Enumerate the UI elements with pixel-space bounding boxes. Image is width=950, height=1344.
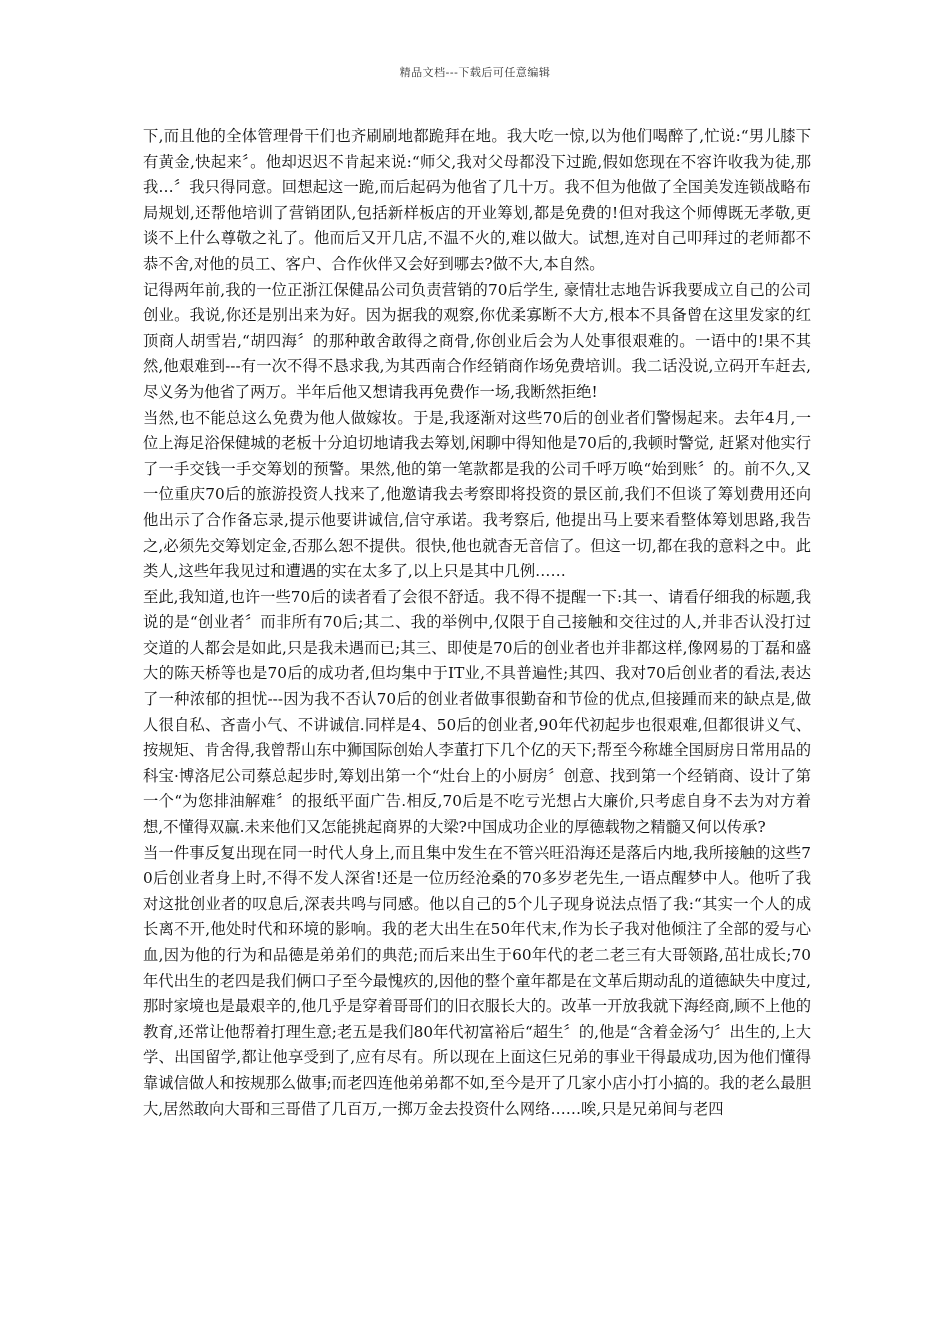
page-header: 精品文档---下载后可任意编辑 bbox=[399, 66, 551, 79]
document-body bbox=[143, 124, 811, 1122]
paragraph-2: 记得两年前,我的一位正浙江保健品公司负责营销的70后学生, 豪情壮志地告诉我要成立自己的公司创业。我说,你还是别出来为好。因为据我的观察,你优柔寡断不大方,根本不具备曾在这里发家的红顶商人胡雪岩,“胡四海〞的那种敢舍敢得之商骨,你创业后会为人处事很艰难的。一语中的!果不其然,他艰难到---有一次不得不恳求我,为其西南合作经销商作场免费培训。我二话没说,立码开车赶去,尽义务为他省了两万。半年后他又想请我再免费作一场,我断然拒绝! bbox=[143, 280, 811, 401]
paragraph-1: 下,而且他的全体管理骨干们也齐刷刷地都跪拜在地。我大吃一惊,以为他们喝醉了,忙说:“男儿膝下有黄金,快起来〞。他却迟迟不肯起来说:“师父,我对父母都没下过跪,假如您现在不容许收我为徒,那我…〞我只得同意。回想起这一跪,而后起码为他省了几十万。我不但为他做了全国美发连锁战略布局规划,还帮他培训了营销团队,包括新样板店的开业筹划,都是免费的!但对我这个师傅既无孝敬,更谈不上什么尊敬之礼了。他而后又开几店,不温不火的,难以做大。试想,连对自己叩拜过的老师都不恭不舍,对他的员工、客户、合作伙伴又会好到哪去?做不大,本自然。 bbox=[143, 127, 811, 273]
paragraph-3: 当然,也不能总这么免费为他人做嫁妆。于是,我逐渐对这些70后的创业者们警惕起来。去年4月,一位上海足浴保健城的老板十分迫切地请我去筹划,闲聊中得知他是70后的,我顿时警觉, 赶紧对他实行了一手交钱一手交筹划的预警。果然,他的第一笔款都是我的公司千呼万唤“始到账〞的。前不久,又一位重庆70后的旅游投资人找来了,他邀请我去考察即将投资的景区前,我们不但谈了筹划费用还向他出示了合作备忘录,提示他要讲诚信,信守承诺。我考察后, 他提出马上要来看整体筹划思路,我告之,必须先交筹划定金,否那么恕不提供。很快,他也就杳无音信了。但这一切,都在我的意料之中。此类人,这些年我见过和遭遇的实在太多了,以上只是其中几例…… bbox=[143, 408, 811, 581]
paragraph-4: 至此,我知道,也许一些70后的读者看了会很不舒适。我不得不提醒一下:其一、请看仔细我的标题,我说的是“创业者〞而非所有70后;其二、我的举例中,仅限于自己接触和交往过的人,并非否认没打过交道的人都会是如此,只是我未遇而已;其三、即使是70后的创业者也并非都这样,像网易的丁磊和盛大的陈天桥等也是70后的成功者,但均集中于IT业,不具普遍性;其四、我对70后创业者的看法,表达了一种浓郁的担忧---因为我不否认70后的创业者做事很勤奋和节俭的优点,但接踵而来的缺点是,做人很自私、吝啬小气、不讲诚信.同样是4、50后的创业者,90年代初起步也很艰难,但都很讲义气、按规矩、肯舍得,我曾帮山东中狮国际创始人李董打下几个亿的天下;帮至今称雄全国厨房日常用品的科宝·博洛尼公司蔡总起步时,筹划出第一个“灶台上的小厨房〞创意、找到第一个经销商、设计了第一个“为您排油解难〞的报纸平面广告.相反,70后是不吃亏光想占大廉价,只考虑自身不去为对方着想,不懂得双赢.未来他们又怎能挑起商界的大梁?中国成功企业的厚德载物之精髓又何以传承? bbox=[143, 587, 811, 837]
paragraph-5: 当一件事反复出现在同一时代人身上,而且集中发生在不管兴旺沿海还是落后内地,我所接触的这些70后创业者身上时,不得不发人深省!还是一位历经沧桑的70多岁老先生,一语点醒梦中人。他听了我对这批创业者的叹息后,深表共鸣与同感。他以自己的5个儿子现身说法点悟了我:“其实一个人的成长离不开,他处时代和环境的影响。我的老大出生在50年代末,作为长子我对他倾注了全部的爱与心血,因为他的行为和品德是弟弟们的典范;而后来出生于60年代的老二老三有大哥领路,茁壮成长;70年代出生的老四是我们俩口子至今最愧疚的,因他的整个童年都是在文革后期动乱的道德缺失中度过,那时家境也是最艰辛的,他几乎是穿着哥哥们的旧衣服长大的。改革一开放我就下海经商,顾不上他的教育,还常让他帮着打理生意;老五是我们80年代初富裕后“超生〞的,他是“含着金汤勺〞出生的,上大学、出国留学,都让他享受到了,应有尽有。所以现在上面这仨兄弟的事业干得最成功,因为他们懂得靠诚信做人和按规那么做事;而老四连他弟弟都不如,至今是开了几家小店小打小搞的。我的老么最胆大,居然敢向大哥和三哥借了几百万,一掷万金去投资什么网络……唉,只是兄弟间与老四 bbox=[143, 843, 811, 1118]
